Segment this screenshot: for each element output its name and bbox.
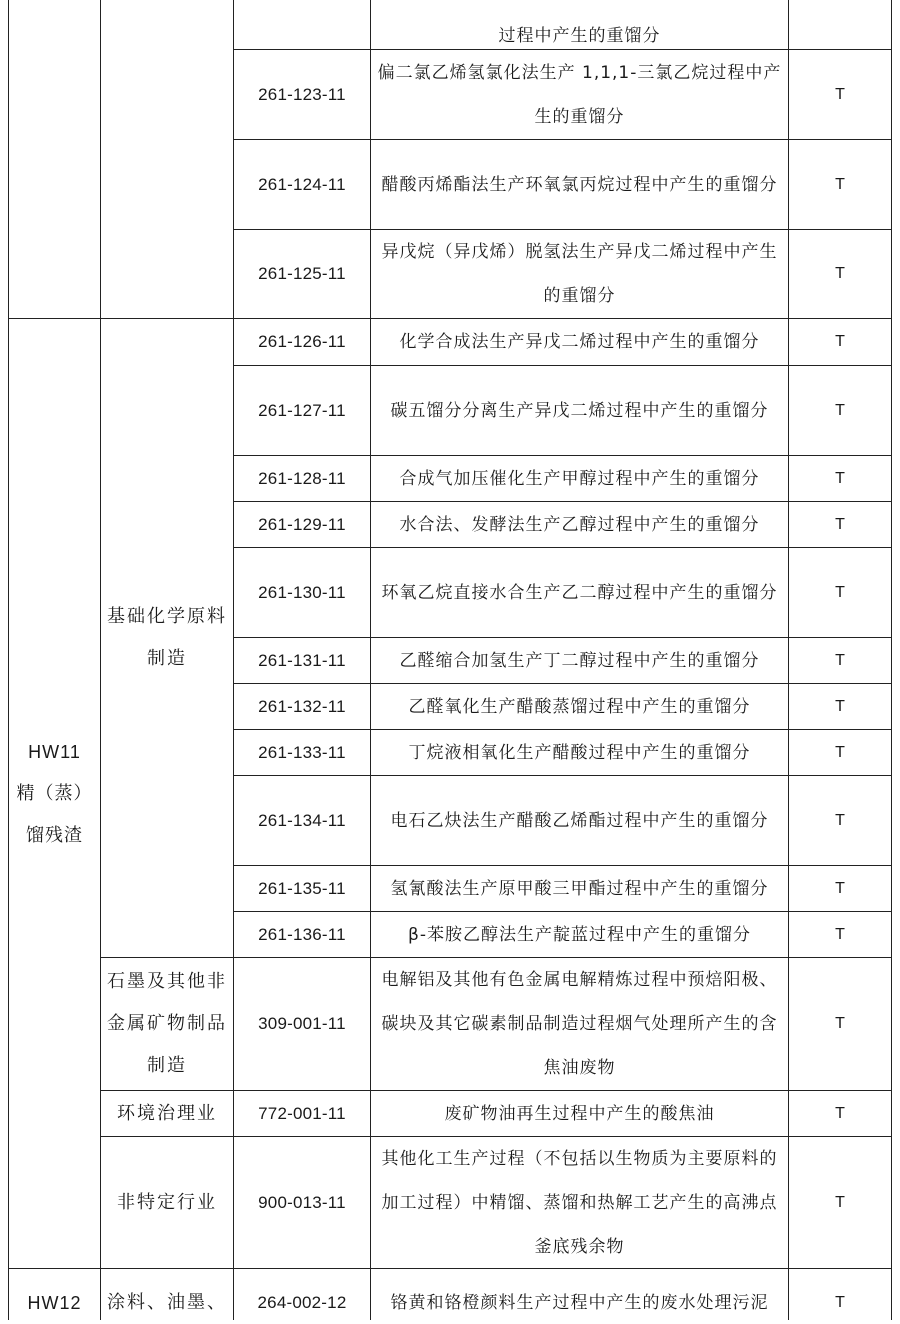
waste-code: 309-001-11 xyxy=(258,1014,346,1033)
industry-nonspecific: 非特定行业 xyxy=(117,1191,217,1213)
waste-description: 碳五馏分分离生产异戊二烯过程中产生的重馏分 xyxy=(390,400,769,421)
waste-description: 铬黄和铬橙颜料生产过程中产生的废水处理污泥 xyxy=(390,1293,769,1313)
waste-category-hw11 xyxy=(9,319,100,1268)
waste-code: 772-001-11 xyxy=(258,1103,346,1123)
hazard-characteristic: T xyxy=(835,879,845,897)
waste-description: 水合法、发酵法生产乙醇过程中产生的重馏分 xyxy=(399,514,760,535)
category-code: HW11 xyxy=(28,741,81,762)
waste-description: 电石乙炔法生产醋酸乙烯酯过程中产生的重馏分 xyxy=(390,810,769,831)
waste-code: 264-002-12 xyxy=(257,1293,347,1312)
industry-graphite-nonmetal: 石墨及其他非金属矿物制品制造 xyxy=(107,971,227,1076)
waste-code: 261-130-11 xyxy=(258,582,346,602)
waste-description: 异戊烷（异戊烯）脱氢法生产异戊二烯过程中产生的重馏分 xyxy=(381,242,778,306)
waste-code: 900-013-11 xyxy=(258,1192,346,1212)
waste-category-hw12 xyxy=(9,1283,100,1323)
industry-basic-chemical: 基础化学原料制造 xyxy=(107,606,227,669)
hazard-characteristic: T xyxy=(835,1104,845,1122)
waste-code: 261-134-11 xyxy=(258,810,346,830)
category-name-line2: 馏残渣 xyxy=(26,824,83,846)
waste-description: 环氧乙烷直接水合生产乙二醇过程中产生的重馏分 xyxy=(381,582,778,603)
table-border-right xyxy=(891,0,892,1320)
waste-description: 其他化工生产过程（不包括以生物质为主要原料的加工过程）中精馏、蒸馏和热解工艺产生的高沸点釜底残余物 xyxy=(381,1148,778,1257)
hazard-characteristic: T xyxy=(835,469,845,487)
hazard-characteristic: T xyxy=(835,175,845,193)
waste-code: 261-131-11 xyxy=(258,650,346,670)
hazard-characteristic: T xyxy=(835,697,845,715)
waste-description: 电解铝及其他有色金属电解精炼过程中预焙阳极、碳块及其它碳素制品制造过程烟气处理所产生的含焦油废物 xyxy=(381,970,778,1078)
hazard-characteristic: T xyxy=(835,743,845,761)
category-name-line1: 精（蒸） xyxy=(16,782,93,804)
waste-code: 261-133-11 xyxy=(258,742,346,762)
waste-code: 261-132-11 xyxy=(258,696,346,716)
waste-code: 261-124-11 xyxy=(258,174,346,194)
hazard-characteristic: T xyxy=(835,1193,845,1211)
waste-code: 261-128-11 xyxy=(258,468,346,488)
hazard-characteristic: T xyxy=(835,85,845,103)
waste-code: 261-126-11 xyxy=(258,332,346,351)
waste-description: 废矿物油再生过程中产生的酸焦油 xyxy=(444,1103,715,1124)
hazard-characteristic: T xyxy=(835,651,845,669)
waste-description: 化学合成法生产异戊二烯过程中产生的重馏分 xyxy=(399,332,760,352)
hazard-characteristic: T xyxy=(835,811,845,829)
industry-environment: 环境治理业 xyxy=(117,1102,217,1124)
waste-description: 乙醛氧化生产醋酸蒸馏过程中产生的重馏分 xyxy=(408,696,751,717)
hazard-characteristic: T xyxy=(835,583,845,601)
waste-code: 261-125-11 xyxy=(258,264,346,283)
category-code: HW12 xyxy=(27,1293,82,1313)
hazard-characteristic: T xyxy=(835,925,845,943)
waste-code: 261-135-11 xyxy=(258,878,346,898)
waste-description: 过程中产生的重馏分 xyxy=(498,25,661,46)
hazard-characteristic: T xyxy=(835,333,845,350)
hazard-characteristic: T xyxy=(835,1294,845,1311)
hazard-characteristic: T xyxy=(835,1015,845,1032)
waste-description: 合成气加压催化生产甲醇过程中产生的重馏分 xyxy=(399,468,760,489)
hazard-characteristic: T xyxy=(835,401,845,419)
waste-description: 醋酸丙烯酯法生产环氧氯丙烷过程中产生的重馏分 xyxy=(381,174,778,195)
waste-description: 氢氰酸法生产原甲酸三甲酯过程中产生的重馏分 xyxy=(390,878,769,899)
hazard-characteristic: T xyxy=(835,515,845,533)
hazard-characteristic: T xyxy=(835,265,845,282)
waste-description: 乙醛缩合加氢生产丁二醇过程中产生的重馏分 xyxy=(399,650,760,671)
waste-description: 偏二氯乙烯氢氯化法生产 1,1,1-三氯乙烷过程中产生的重馏分 xyxy=(377,62,782,127)
waste-code: 261-136-11 xyxy=(258,924,346,944)
waste-code: 261-123-11 xyxy=(258,84,346,104)
waste-code: 261-129-11 xyxy=(258,514,346,534)
waste-description: β-苯胺乙醇法生产靛蓝过程中产生的重馏分 xyxy=(408,924,751,945)
industry-coatings-inks: 涂料、油墨、 xyxy=(107,1292,227,1313)
waste-code: 261-127-11 xyxy=(258,400,346,420)
waste-description: 丁烷液相氧化生产醋酸过程中产生的重馏分 xyxy=(408,742,751,763)
